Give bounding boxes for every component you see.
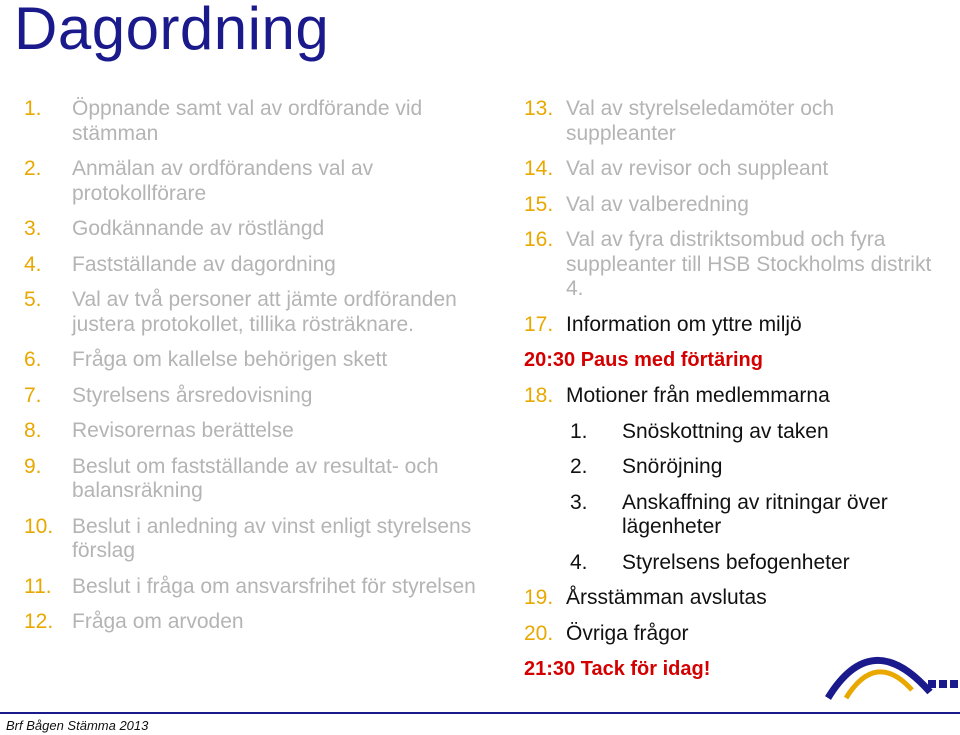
item-number: 17.: [524, 312, 554, 336]
agenda-item-6: [24, 348, 484, 373]
item-number: 6.: [24, 348, 42, 371]
motion-text: Snöröjning: [622, 455, 723, 478]
motion-number: 1.: [570, 419, 588, 443]
motion-number: 2.: [570, 455, 588, 478]
agenda-item-3: [24, 217, 484, 242]
agenda-item-14: [524, 157, 944, 182]
agenda-item-17: [524, 313, 944, 338]
agenda-item-9: [24, 455, 484, 504]
logo-block-icon: [950, 680, 958, 688]
item-number: 20.: [524, 621, 554, 645]
item-text: Val av styrelseledamöter och suppleanter: [566, 97, 835, 145]
agenda-column-left: [24, 97, 484, 646]
item-text: Revisorernas berättelse: [72, 419, 294, 442]
item-number: 3.: [24, 217, 42, 240]
item-text: Godkännande av röstlängd: [72, 217, 325, 240]
agenda-item-12: [24, 610, 484, 635]
arch-inner-icon: [846, 672, 912, 698]
agenda-item-8: [24, 419, 484, 444]
agenda-item-15: [524, 193, 944, 218]
item-number: 16.: [524, 228, 554, 251]
item-text: Beslut om fastställande av resultat- och balansräkning: [72, 454, 439, 502]
item-text: Val av valberedning: [566, 192, 749, 216]
item-number: 12.: [24, 610, 54, 633]
item-number: 10.: [24, 514, 54, 538]
item-text: Beslut i anledning av vinst enligt styrelsens förslag: [72, 514, 472, 562]
footer-bar: [0, 712, 960, 735]
agenda-item-19: [524, 586, 944, 611]
item-number: 13.: [524, 97, 554, 120]
item-number: 11.: [24, 574, 52, 598]
agenda-item-1: [24, 97, 484, 146]
item-number: 18.: [524, 384, 554, 407]
agenda-item-5: [24, 288, 484, 337]
item-number: 5.: [24, 288, 42, 311]
agenda-column-right: [524, 97, 944, 693]
item-text: Öppnande samt val av ordförande vid stämman: [72, 97, 423, 145]
footer-text: Brf Bågen Stämma 2013: [6, 718, 149, 733]
logo-block-icon: [939, 680, 947, 688]
item-number: 1.: [24, 97, 42, 120]
agenda-item-10: [24, 515, 484, 564]
item-number: 15.: [524, 192, 554, 216]
item-text: Övriga frågor: [566, 621, 689, 645]
motion-number: 4.: [570, 550, 588, 574]
motion-item-3: [524, 491, 944, 540]
page-title: Dagordning: [14, 0, 330, 62]
hsb-arch-logo: [824, 640, 960, 700]
agenda-item-11: [24, 575, 484, 600]
item-number: 9.: [24, 454, 42, 478]
agenda-item-7: [24, 384, 484, 409]
end-label: 21:30 Tack för idag!: [524, 658, 711, 680]
item-text: Val av fyra distriktsombud och fyra suppleanter till HSB Stockholms distrikt 4.: [566, 228, 932, 300]
motion-text: Snöskottning av taken: [622, 419, 829, 443]
item-number: 4.: [24, 252, 42, 276]
item-text: Motioner från medlemmarna: [566, 384, 830, 407]
item-text: Anmälan av ordförandens val av protokollförare: [72, 157, 374, 205]
item-text: Information om yttre miljö: [566, 312, 802, 336]
motion-text: Styrelsens befogenheter: [622, 550, 850, 574]
item-text: Fastställande av dagordning: [72, 252, 336, 276]
motion-number: 3.: [570, 490, 588, 514]
agenda-item-4: [24, 253, 484, 278]
agenda-item-18: [524, 384, 944, 409]
item-number: 2.: [24, 157, 42, 180]
item-number: 19.: [524, 586, 554, 609]
motion-item-4: [524, 551, 944, 576]
item-number: 7.: [24, 383, 42, 407]
agenda-item-13: [524, 97, 944, 146]
logo-block-icon: [928, 680, 936, 688]
motion-item-1: [524, 420, 944, 445]
motion-item-2: [524, 455, 944, 480]
motion-text: Anskaffning av ritningar över lägenheter: [622, 490, 888, 538]
item-text: Fråga om arvoden: [72, 610, 244, 633]
item-number: 8.: [24, 419, 42, 442]
item-text: Val av revisor och suppleant: [566, 157, 829, 180]
item-text: Fråga om kallelse behörigen skett: [72, 348, 388, 371]
agenda-item-16: [524, 228, 944, 302]
item-text: Beslut i fråga om ansvarsfrihet för styrelsen: [72, 574, 476, 598]
item-text: Val av två personer att jämte ordföranden justera protokollet, tillika rösträknare.: [72, 288, 457, 336]
arch-outer-icon: [828, 660, 930, 698]
item-text: Årsstämman avslutas: [566, 586, 767, 609]
break-label: 20:30 Paus med förtäring: [524, 349, 763, 371]
item-text: Styrelsens årsredovisning: [72, 383, 313, 407]
item-number: 14.: [524, 157, 554, 180]
agenda-item-2: [24, 157, 484, 206]
